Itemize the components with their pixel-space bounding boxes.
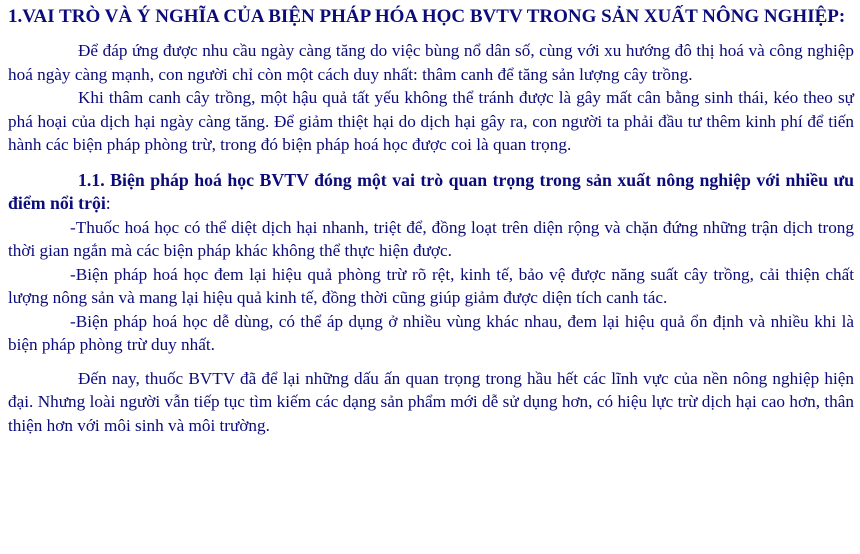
advantage-item-2: -Biện pháp hoá học đem lại hiệu quả phòng trừ rõ rệt, kinh tế, bảo vệ được năng suất cây trồng, cải thiện chất lượng nông sản và mang lại hiệu quả kinh tế, đồng thời cũng giúp giảm được diện tích canh tác.	[8, 264, 854, 307]
subsection-heading-colon: :	[105, 193, 111, 213]
section-heading: 1.VAI TRÒ VÀ Ý NGHĨA CỦA BIỆN PHÁP HÓA HỌC BVTV TRONG SẢN XUẤT NÔNG NGHIỆP:	[8, 6, 846, 27]
subsection-heading-text: 1.1. Biện pháp hoá học BVTV đóng một vai trò quan trọng trong sản xuất nông nghiệp với nhiều ưu điểm nổi trội	[8, 169, 854, 213]
consequence-paragraph: Khi thâm canh cây trồng, một hậu quả tất yếu không thể tránh được là gây mất cân bằng sinh thái, kéo theo sự phá hoại của dịch hại ngày càng tăng. Để giảm thiệt hại do dịch hại gây ra, con người ta phải đầu tư thêm kinh phí để tiến hành các biện pháp phòng trừ, trong đó biện pháp hoá học được coi là quan trọng.	[8, 88, 854, 154]
subsection-heading	[8, 169, 854, 216]
closing-paragraph: Đến nay, thuốc BVTV đã để lại những dấu ấn quan trọng trong hầu hết các lĩnh vực của nền nông nghiệp hiện đại. Nhưng loài người vẫn tiếp tục tìm kiếm các dạng sản phẩm mới dễ sử dụng hơn, có hiệu lực trừ dịch hại cao hơn, thân thiện hơn với môi sinh và môi trường.	[8, 368, 854, 435]
intro-paragraph: Để đáp ứng được nhu cầu ngày càng tăng do việc bùng nổ dân số, cùng với xu hướng đô thị hoá và công nghiệp hoá ngày càng mạnh, con người chỉ còn một cách duy nhất: thâm canh để tăng sản lượng cây trồng.	[8, 41, 854, 84]
advantage-item-1: -Thuốc hoá học có thể diệt dịch hại nhanh, triệt để, đồng loạt trên diện rộng và chặn đứng những trận dịch trong thời gian ngắn mà các biện pháp khác không thể thực hiện được.	[8, 217, 854, 260]
advantage-item-3: -Biện pháp hoá học dễ dùng, có thể áp dụng ở nhiều vùng khác nhau, đem lại hiệu quả ổn định và nhiều khi là biện pháp phòng trừ duy nhất.	[8, 311, 854, 354]
document-page	[8, 6, 854, 437]
